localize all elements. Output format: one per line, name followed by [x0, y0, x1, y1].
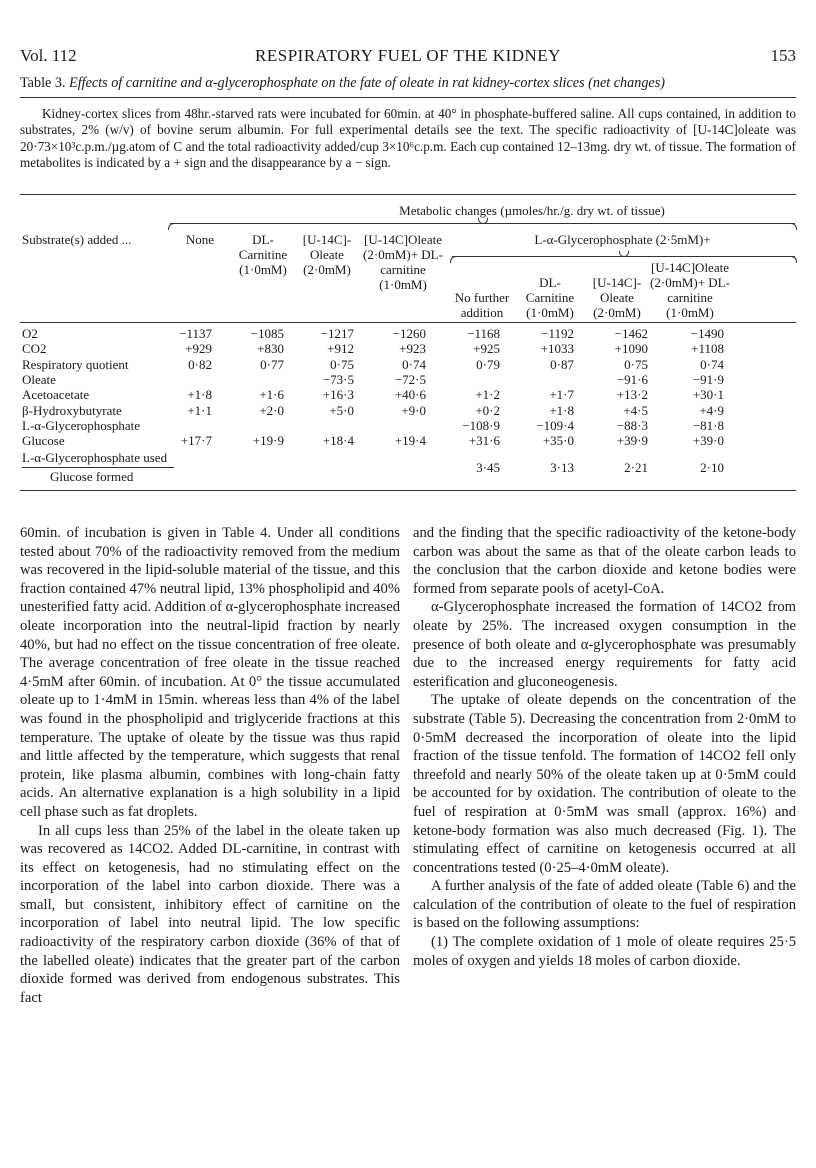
- ratio-value-5: 3·45: [476, 460, 500, 475]
- table-cell: −1462: [614, 326, 648, 341]
- table-cell: +1·8: [187, 387, 212, 403]
- table-cell: −1260: [392, 326, 426, 341]
- ratio-fraction-bar: [22, 467, 174, 468]
- table-cell: +2·0: [259, 402, 284, 418]
- table-cell: 0·75: [624, 356, 648, 372]
- row-label: CO2: [22, 341, 47, 357]
- table-cell: +1090: [614, 341, 648, 357]
- table-cell: +0·2: [475, 402, 500, 418]
- table-cell: +31·6: [468, 433, 500, 449]
- table-cell: +4·5: [623, 402, 648, 418]
- col-head-1: None: [185, 232, 215, 247]
- table-cell: +1·7: [549, 387, 574, 403]
- right-paragraph-2: α-Glycerophosphate increased the formation of 14CO2 from oleate by 25%. The increased oxygen consumption in the presence of both oleate and α-glycerophosphate was presumably due to the increased energy requirements for fatty acid esterification and gluconeogenesis.: [413, 599, 796, 690]
- volume-number: Vol. 112: [20, 46, 77, 65]
- table-cell: +1·1: [187, 402, 212, 418]
- table-cell: −109·4: [536, 417, 574, 433]
- table-cell: 0·74: [402, 356, 426, 372]
- table-cell: −1490: [690, 326, 724, 341]
- table-cell: +830: [257, 341, 284, 357]
- right-paragraph-1: and the finding that the specific radioactivity of the ketone-body carbon was about the same as that of the oleate carbon leads to the conclusion that the carbon dioxide and ketone bodies were formed from separate pools of acetyl-CoA.: [413, 525, 796, 597]
- ratio-value-8: 2·10: [700, 460, 724, 475]
- table-cell: +1033: [540, 341, 574, 357]
- ratio-value-6: 3·13: [550, 460, 574, 475]
- table-cell: +925: [473, 341, 500, 357]
- row-label: L-α-Glycerophosphate: [22, 417, 140, 433]
- table-cell: 0·75: [330, 356, 354, 372]
- col-head-7: [U-14C]-Oleate (2·0mM): [592, 275, 642, 320]
- table-cell: 0·79: [476, 356, 500, 372]
- col-head-2: DL-Carnitine (1·0mM): [238, 232, 288, 277]
- ratio-value-7: 2·21: [624, 460, 648, 475]
- col-head-3: [U-14C]-Oleate (2·0mM): [302, 232, 352, 277]
- running-head: [20, 46, 796, 68]
- ratio-label-bottom: Glucose formed: [50, 469, 134, 484]
- table-bottom-rule: [20, 490, 796, 491]
- table-cell: 0·82: [188, 356, 212, 372]
- left-paragraph-2: In all cups less than 25% of the label in the oleate taken up was recovered as 14CO2. Added DL-carnitine, in contrast with its effect on ketogenesis, had no stimulating effect on the incorporation of the label into carbon dioxide. There was a small, but consistent, inhibitory effect of carnitine on the incorporation of label into neutral lipid. The low specific radioactivity of the respiratory carbon dioxide (36% of that of the labelled oleate) indicates that the greater part of the carbon dioxide formed was derived from endogenous substrates. This fact: [20, 822, 400, 1006]
- table-cell: −1085: [250, 326, 284, 341]
- row-label: Respiratory quotient: [22, 356, 129, 372]
- row-label: Glucose: [22, 433, 65, 449]
- table-cell: +9·0: [401, 402, 426, 418]
- right-paragraph-4: A further analysis of the fate of added oleate (Table 6) and the calculation of the contribution of oleate to the fuel of respiration is based on the following assumptions:: [413, 878, 796, 932]
- glycerophosphate-brace: [452, 256, 795, 257]
- row-label: Acetoacetate: [22, 387, 90, 403]
- table-cell: +912: [327, 341, 354, 357]
- table-cell: +18·4: [322, 433, 354, 449]
- table-cell: +39·9: [616, 433, 648, 449]
- table-cell: +13·2: [616, 387, 648, 403]
- table-top-rule: [20, 97, 796, 98]
- table-cell: 0·74: [700, 356, 724, 372]
- table-cell: +17·7: [180, 433, 212, 449]
- table-cell: +923: [399, 341, 426, 357]
- table-cell: −73·5: [322, 371, 354, 387]
- table-cell: −91·6: [616, 371, 648, 387]
- col-head-6: DL-Carnitine (1·0mM): [525, 275, 575, 320]
- table-header-rule: [20, 194, 796, 195]
- table-cell: −72·5: [394, 371, 426, 387]
- col-head-4: [U-14C]Oleate (2·0mM)+ DL-carnitine (1·0mM): [363, 232, 443, 292]
- running-title: RESPIRATORY FUEL OF THE KIDNEY: [255, 46, 561, 65]
- table-cell: +1·8: [549, 402, 574, 418]
- table-cell: −1168: [467, 326, 500, 341]
- ratio-label-top: L-α-Glycerophosphate used: [22, 450, 168, 465]
- table-cell: +1·6: [259, 387, 284, 403]
- table-cell: +5·0: [329, 402, 354, 418]
- table-cell: +16·3: [322, 387, 354, 403]
- table-cell: −1217: [320, 326, 354, 341]
- table-cell: −1192: [541, 326, 574, 341]
- table-note: Kidney-cortex slices from 48hr.-starved rats were incubated for 60min. at 40° in phosphate-buffered saline. All cups contained, in addition to substrates, 2% (w/v) of bovine serum albumin. For full experimental details see the text. The specific radioactivity of [U-14C]oleate was 20·73×10³c.p.m./µg.atom of C and the total radioactivity added/cup 3×10⁶c.p.m. Each cup contained 12–13mg. dry wt. of tissue. The formation of metabolites is indicated by a + sign and the disappearance by a − sign.: [20, 106, 796, 171]
- table-cell: +19·9: [252, 433, 284, 449]
- table-cell: 0·87: [550, 356, 574, 372]
- table-cell: +39·0: [692, 433, 724, 449]
- substrate-label: Substrate(s) added ...: [22, 232, 132, 247]
- table-cell: −1137: [179, 326, 212, 341]
- row-label: Oleate: [22, 371, 56, 387]
- table-cell: +1·2: [475, 387, 500, 403]
- right-paragraph-3: The uptake of oleate depends on the concentration of the substrate (Table 5). Decreasing the concentration from 2·0mM to 0·5mM decreased the incorporation of oleate into the lipid fraction of the tissue tenfold. The formation of 14CO2 fell only threefold and nearly 50% of the oleate taken up at 0·5mM could be accounted for by oxidation. The contribution of oleate to the fuel of respiration at 0·5mM was small (approx. 16%) and ketone-body formation was also much decreased (Fig. 1). The stimulating effect of carnitine on ketogenesis occurred at all concentrations tested (0·25–4·0mM oleate).: [413, 692, 796, 876]
- glycerophosphate-header: L-α-Glycerophosphate (2·5mM)+: [534, 232, 711, 247]
- table-title: Effects of carnitine and α-glycerophosphate on the fate of oleate in rat kidney-cortex slices (net changes): [69, 75, 665, 91]
- table-cell: −81·8: [692, 417, 724, 433]
- right-paragraph-5: (1) The complete oxidation of 1 mole of oleate requires 25·5 moles of oxygen and yields 18 moles of carbon dioxide.: [413, 934, 796, 969]
- row-label: β-Hydroxybutyrate: [22, 402, 122, 418]
- table-cell: +4·9: [699, 402, 724, 418]
- page-number: 153: [770, 46, 796, 65]
- col-head-8: [U-14C]Oleate (2·0mM)+ DL-carnitine (1·0mM): [650, 260, 730, 320]
- metabolic-brace: [170, 223, 795, 224]
- metabolic-changes-header: Metabolic changes (µmoles/hr./g. dry wt. of tissue): [399, 203, 665, 218]
- table-cell: −91·9: [692, 371, 724, 387]
- table-cell: −88·3: [616, 417, 648, 433]
- col-head-5: No further addition: [454, 290, 510, 320]
- table-caption: [20, 75, 810, 92]
- table-label: Table 3.: [20, 75, 70, 91]
- table-cell: +929: [185, 341, 212, 357]
- table-cell: 0·77: [260, 356, 284, 372]
- left-paragraph-1: 60min. of incubation is given in Table 4. Under all conditions tested about 70% of the radioactivity removed from the medium was recovered in the lipid-soluble material of the tissue, and this fraction contained 47% neutral lipid, 13% phospholipid and 40% unesterified fatty acid. Addition of α-glycerophosphate increased oleate incorporation into the neutral-lipid fraction by nearly 40%, but had no effect on the tissue concentration of free oleate. The average concentration of free oleate in the tissue reached 4·5mM after 60min. of incubation. At 0° the tissue accumulated oleate up to 1·4mM in 15min. whereas less than 4% of the label was found in the phospholipid and triglyceride fractions at this temperature. The uptake of oleate by the tissue was thus rapid and little affected by the temperature, which suggests that renal protein, like plasma albumin, combines with long-chain fatty acids. An alternative explanation is a high solubility in a lipid cell phase such as fat droplets.: [20, 525, 400, 820]
- table-cell: +40·6: [394, 387, 426, 403]
- table-cell: +30·1: [692, 387, 724, 403]
- table-cell: +35·0: [542, 433, 574, 449]
- table-cell: −108·9: [462, 417, 500, 433]
- left-column: [20, 524, 400, 1007]
- table-cell: +19·4: [394, 433, 426, 449]
- table-cell: +1108: [691, 341, 724, 357]
- table-body-rule: [20, 322, 796, 323]
- row-label: O2: [22, 326, 38, 341]
- right-column: [413, 524, 796, 970]
